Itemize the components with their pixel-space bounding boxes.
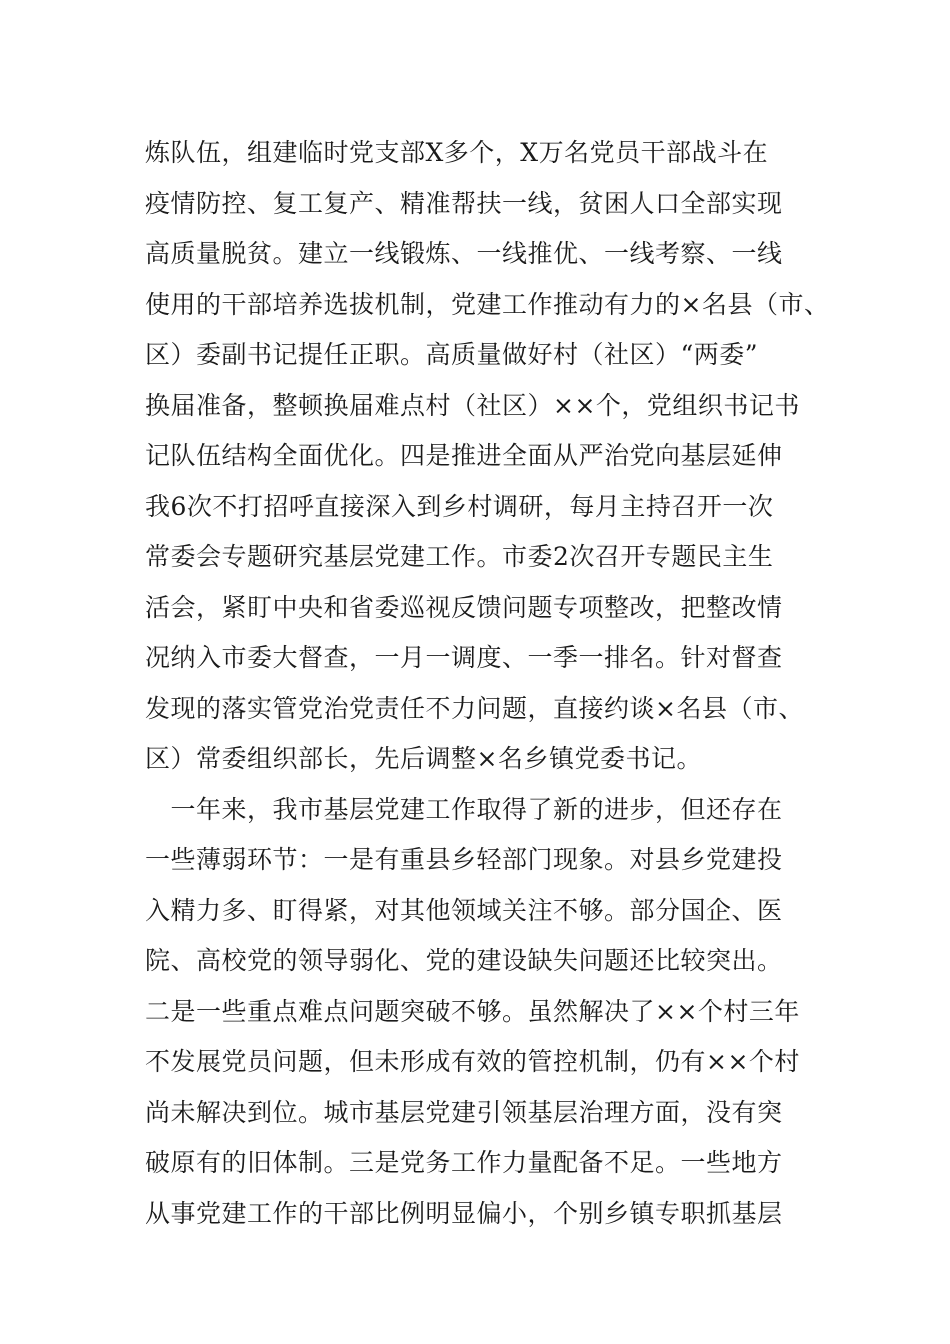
text-line: 记队伍结构全面优化。四是推进全面从严治党向基层延伸 <box>145 441 783 470</box>
text-line: 活会，紧盯中央和省委巡视反馈问题专项整改，把整改情 <box>145 592 783 622</box>
text-line: 炼队伍，组建临时党支部X多个，X万名党员干部战斗在 <box>145 138 769 167</box>
text-line: 尚未解决到位。城市基层党建引领基层治理方面，没有突 <box>145 1097 783 1127</box>
text-line: 入精力多、盯得紧，对其他领域关注不够。部分国企、医 <box>145 895 783 925</box>
text-line: 疫情防控、复工复产、精准帮扶一线，贫困人口全部实现 <box>145 188 783 218</box>
text-line: 况纳入市委大督查，一月一调度、一季一排名。针对督查 <box>145 643 783 672</box>
text-line: 院、高校党的领导弱化、党的建设缺失问题还比较突出。 <box>145 946 783 975</box>
text-line: 常委会专题研究基层党建工作。市委2次召开专题民主生 <box>145 542 774 571</box>
paragraph-start-line: 一年来，我市基层党建工作取得了新的进步，但还存在 <box>145 794 783 824</box>
text-line: 一些薄弱环节：一是有重县乡轻部门现象。对县乡党建投 <box>145 845 783 874</box>
text-line: 不发展党员问题，但未形成有效的管控机制，仍有××个村 <box>145 1047 800 1076</box>
body-text <box>145 128 830 1239</box>
text-line: 二是一些重点难点问题突破不够。虽然解决了××个村三年 <box>145 996 800 1026</box>
text-line: 使用的干部培养选拔机制，党建工作推动有力的×名县（市、 <box>145 289 830 319</box>
text-line: 区）委副书记提任正职。高质量做好村（社区）“两委” <box>145 340 759 369</box>
text-line: 我6次不打招呼直接深入到乡村调研，每月主持召开一次 <box>145 491 774 521</box>
text-line: 高质量脱贫。建立一线锻炼、一线推优、一线考察、一线 <box>145 239 783 268</box>
text-line: 区）常委组织部长，先后调整×名乡镇党委书记。 <box>145 744 702 773</box>
text-line: 发现的落实管党治党责任不力问题，直接约谈×名县（市、 <box>145 693 804 723</box>
text-line: 换届准备，整顿换届难点村（社区）××个，党组织书记书 <box>145 390 800 420</box>
text-line: 从事党建工作的干部比例明显偏小，个别乡镇专职抓基层 <box>145 1198 783 1228</box>
text-line: 破原有的旧体制。三是党务工作力量配备不足。一些地方 <box>145 1148 783 1177</box>
